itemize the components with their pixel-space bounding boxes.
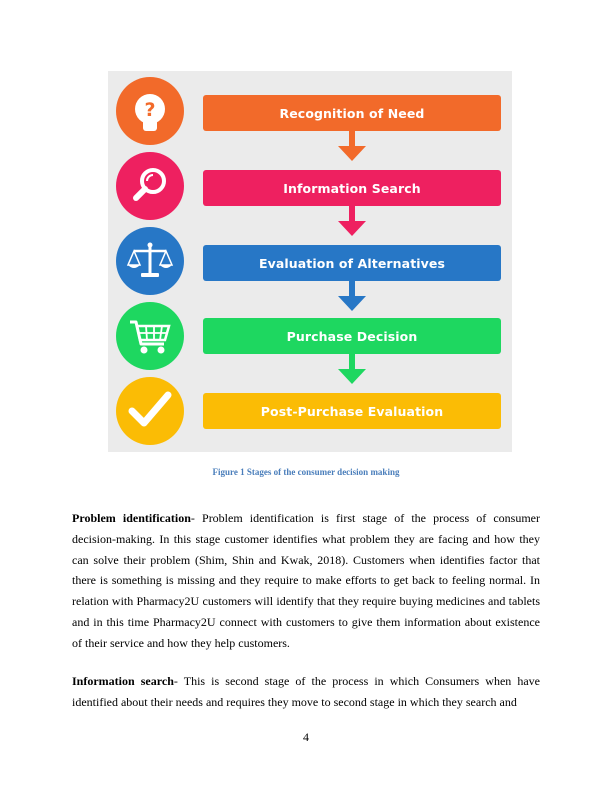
down-arrow-icon (334, 281, 370, 317)
down-arrow-icon (334, 354, 370, 390)
checkmark-icon (116, 377, 184, 445)
paragraph-heading: Information search (72, 674, 174, 688)
down-arrow-icon (334, 206, 370, 242)
magnifier-icon (116, 152, 184, 220)
down-arrow-icon (334, 131, 370, 167)
paragraph-information-search (72, 671, 540, 713)
paragraph-problem-identification (72, 508, 540, 654)
step-bar-purchase-decision: Purchase Decision (203, 318, 501, 354)
heading-separator: - (173, 674, 184, 688)
figure-caption: Figure 1 Stages of the consumer decision making (212, 467, 400, 477)
paragraph-text: This is second stage of the process in which Consumers when have identified about their needs and requires they move to second stage in which they search and (72, 674, 541, 709)
scales-icon (116, 227, 184, 295)
step-bar-evaluation-of-alternatives: Evaluation of Alternatives (203, 245, 501, 281)
page-number: 4 (303, 730, 309, 744)
heading-separator: - (190, 511, 203, 525)
svg-text:?: ? (144, 99, 156, 121)
paragraph-heading: Problem identification (72, 511, 191, 525)
step-bar-recognition-of-need: Recognition of Need (203, 95, 501, 131)
step-bar-post-purchase-evaluation: Post-Purchase Evaluation (203, 393, 501, 429)
question-head-icon (116, 77, 184, 145)
step-bar-information-search: Information Search (203, 170, 501, 206)
shopping-cart-icon (116, 302, 184, 370)
paragraph-text: Problem identification is first stage of the process of consumer decision-making. In this stage customer identifies what problem they are facing and how they can solve their problem (Shim, Shin and Kwak, 2018). Customers when identifies factor that there is something is missing and they require to make efforts to get back to feeling normal. In relation with Pharmacy2U customers will identify that they require buying medicines and tablets and in this time Pharmacy2U connect with customers to give them information about existence of their service and how they help customers. (72, 511, 540, 650)
decision-stages-figure (108, 71, 512, 452)
